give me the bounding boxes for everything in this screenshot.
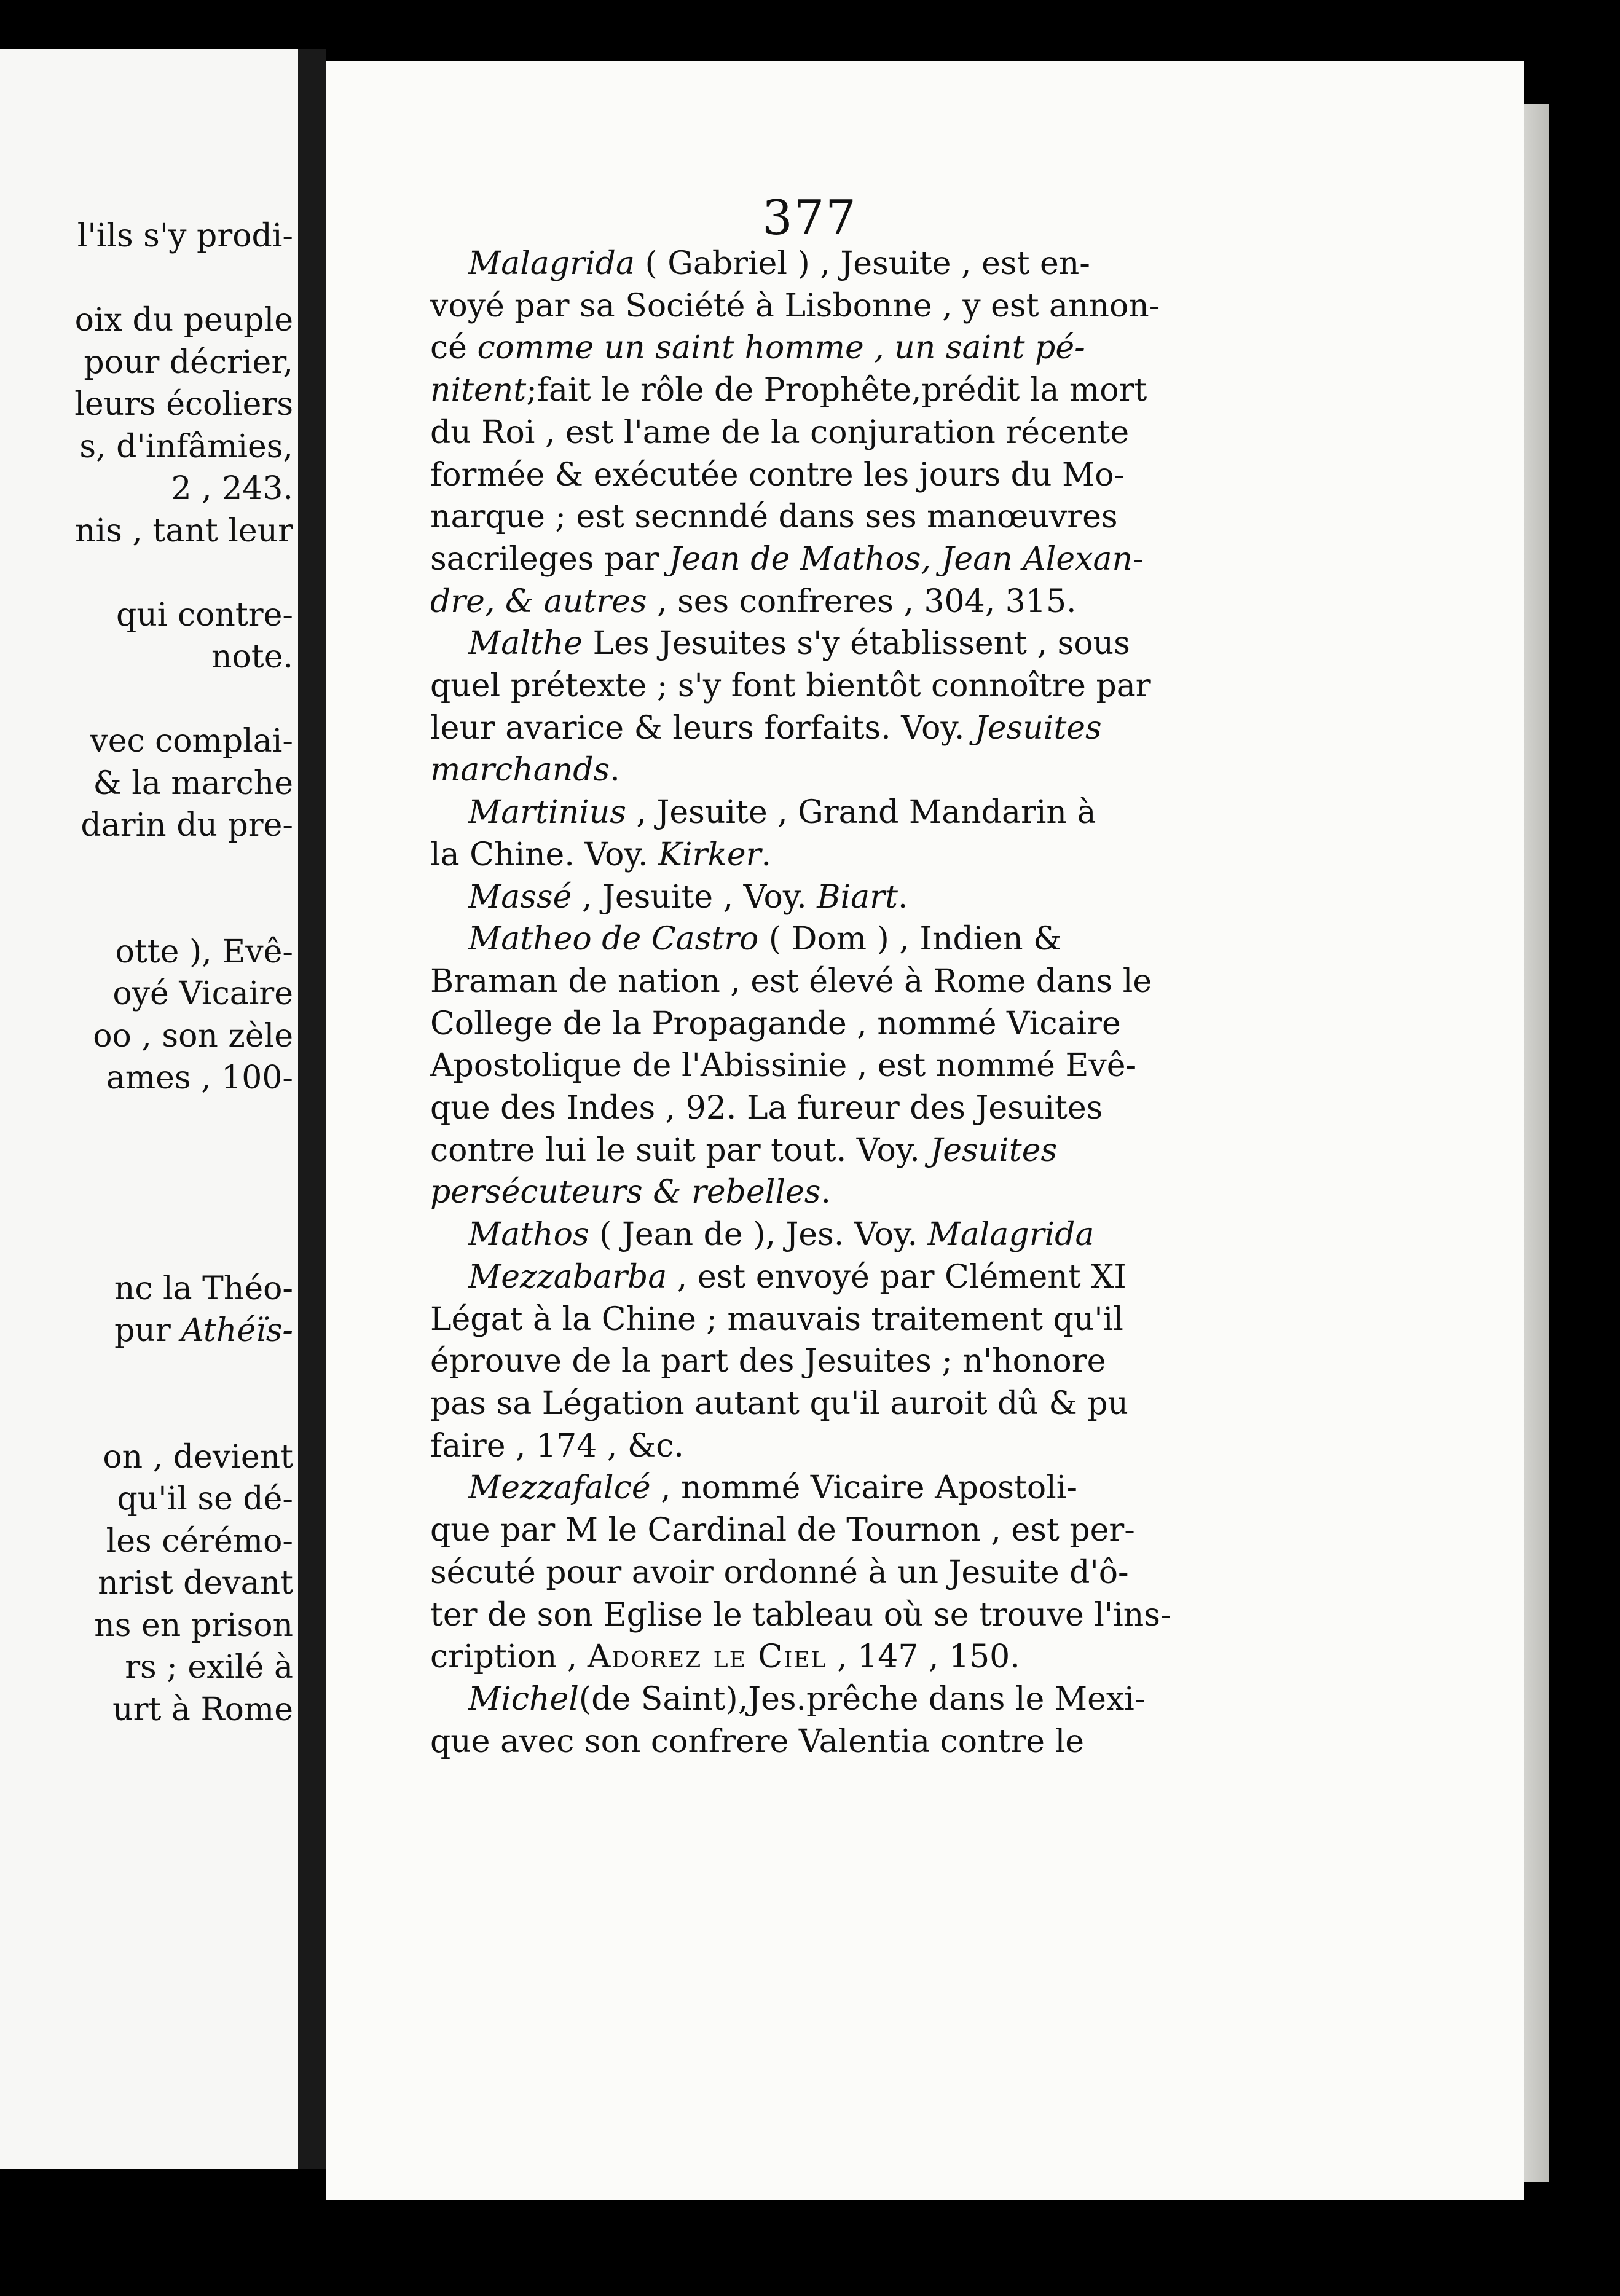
text-line: Légat à la Chine ; mauvais traitement qu'il xyxy=(430,1300,1123,1338)
text-line: contre lui le suit par tout. Voy. Jesuites xyxy=(430,1131,1058,1169)
text-line: persécuteurs & rebelles. xyxy=(430,1174,831,1211)
index-entry xyxy=(430,243,1174,623)
text-line: Michel(de Saint),Jes.prêche dans le Mexi- xyxy=(468,1680,1146,1718)
left-page-line: pur Athéïs- xyxy=(114,1312,293,1349)
text-line: Martinius , Jesuite , Grand Mandarin à xyxy=(468,794,1096,832)
index-entry xyxy=(430,918,1174,1214)
left-page-line: qu'il se dé- xyxy=(117,1480,293,1517)
text-line: pas sa Légation autant qu'il auroit dû & pu xyxy=(430,1385,1128,1422)
left-page-line: nc la Théo- xyxy=(114,1270,293,1307)
text-line: voyé par sa Société à Lisbonne , y est annon- xyxy=(430,287,1160,324)
text-line: cription , Adorez le Ciel , 147 , 150. xyxy=(430,1638,1020,1676)
left-page-line: urt à Rome xyxy=(112,1691,293,1728)
text-line: éprouve de la part des Jesuites ; n'honore xyxy=(430,1343,1106,1380)
left-page-line: ames , 100- xyxy=(106,1060,293,1096)
left-page-line: les cérémo- xyxy=(106,1522,293,1560)
left-page-line xyxy=(4,1352,293,1394)
left-page-line: qui contre- xyxy=(116,596,293,634)
left-page-line: nrist devant xyxy=(98,1565,293,1602)
text-line: narque ; est secnndé dans ses manœuvres xyxy=(430,498,1118,536)
left-page-line: oix du peuple xyxy=(74,302,293,339)
text-line: du Roi , est l'ame de la conjuration récente xyxy=(430,414,1130,451)
left-page-line xyxy=(4,889,293,931)
index-entry xyxy=(430,1678,1174,1763)
left-page-line xyxy=(4,678,293,721)
index-entry xyxy=(430,876,1174,919)
left-page-line xyxy=(4,1225,293,1268)
left-page-line: rs ; exilé à xyxy=(125,1649,293,1686)
left-page-line xyxy=(4,258,293,300)
left-page-line xyxy=(4,552,293,594)
left-page-line: on , devient xyxy=(103,1438,293,1476)
text-line: que avec son confrere Valentia contre le xyxy=(430,1723,1084,1760)
text-line: que des Indes , 92. La fureur des Jesuites xyxy=(430,1090,1103,1127)
index-entry xyxy=(430,792,1174,876)
text-line: que par M le Cardinal de Tournon , est per- xyxy=(430,1512,1135,1549)
left-page-line: oyé Vicaire xyxy=(112,975,293,1012)
index-entry xyxy=(430,1214,1174,1256)
left-page-line xyxy=(4,847,293,889)
left-page-line xyxy=(4,1141,293,1184)
left-page-text xyxy=(4,215,293,1731)
text-line: Malagrida ( Gabriel ) , Jesuite , est en- xyxy=(468,245,1090,282)
text-line: leur avarice & leurs forfaits. Voy. Jesuites xyxy=(430,709,1102,747)
text-line: Massé , Jesuite , Voy. Biart. xyxy=(468,878,908,916)
text-line: Mathos ( Jean de ), Jes. Voy. Malagrida xyxy=(468,1216,1095,1254)
text-line: Matheo de Castro ( Dom ) , Indien & xyxy=(468,921,1062,958)
index-text xyxy=(430,243,1174,1763)
text-line: la Chine. Voy. Kirker. xyxy=(430,836,772,873)
left-page-line: otte ), Evê- xyxy=(115,933,293,970)
left-page-line xyxy=(4,1394,293,1436)
text-line: Mezzafalcé , nommé Vicaire Apostoli- xyxy=(468,1469,1077,1507)
left-page-line: l'ils s'y prodi- xyxy=(77,218,293,254)
left-page-line: ns en prison xyxy=(94,1606,293,1644)
index-entry xyxy=(430,623,1174,792)
left-page-line: & la marche xyxy=(93,765,293,802)
left-page-line: darin du pre- xyxy=(81,807,293,844)
text-line: Apostolique de l'Abissinie , est nommé Evê- xyxy=(430,1047,1137,1085)
left-page-line: nis , tant leur xyxy=(75,512,293,549)
left-page xyxy=(0,49,301,2169)
text-line: formée & exécutée contre les jours du Mo- xyxy=(430,456,1125,493)
left-page-line: oo , son zèle xyxy=(93,1017,293,1055)
text-line: ter de son Eglise le tableau où se trouve l'ins- xyxy=(430,1596,1171,1634)
text-line: cé comme un saint homme , un saint pé- xyxy=(430,329,1085,367)
left-page-line: 2 , 243. xyxy=(171,470,293,507)
index-entry xyxy=(430,1256,1174,1468)
text-line: Mezzabarba , est envoyé par Clément XI xyxy=(468,1258,1127,1295)
text-line: Braman de nation , est élevé à Rome dans le xyxy=(430,962,1152,1000)
left-page-line xyxy=(4,1184,293,1226)
left-page-line: pour décrier, xyxy=(84,344,293,381)
page-number: 377 xyxy=(762,191,857,246)
left-page-line: note. xyxy=(211,639,293,675)
text-line: Malthe Les Jesuites s'y établissent , sous xyxy=(468,625,1130,662)
left-page-line: s, d'infâmies, xyxy=(79,428,293,465)
index-entry xyxy=(430,1467,1174,1678)
text-line: marchands. xyxy=(430,752,620,789)
text-line: quel prétexte ; s'y font bientôt connoître par xyxy=(430,667,1151,705)
text-line: dre, & autres , ses confreres , 304, 315. xyxy=(430,583,1077,620)
text-line: faire , 174 , &c. xyxy=(430,1427,684,1464)
text-line: sacrileges par Jean de Mathos, Jean Alexan- xyxy=(430,540,1144,578)
text-line: nitent;fait le rôle de Prophête,prédit la mort xyxy=(430,372,1147,409)
text-line: sécuté pour avoir ordonné à un Jesuite d'ô- xyxy=(430,1554,1129,1591)
left-page-line: vec complai- xyxy=(90,723,293,760)
book-gutter xyxy=(298,49,326,2169)
left-page-line xyxy=(4,1099,293,1142)
text-line: College de la Propagande , nommé Vicaire xyxy=(430,1005,1121,1042)
left-page-line: leurs écoliers xyxy=(74,386,293,423)
